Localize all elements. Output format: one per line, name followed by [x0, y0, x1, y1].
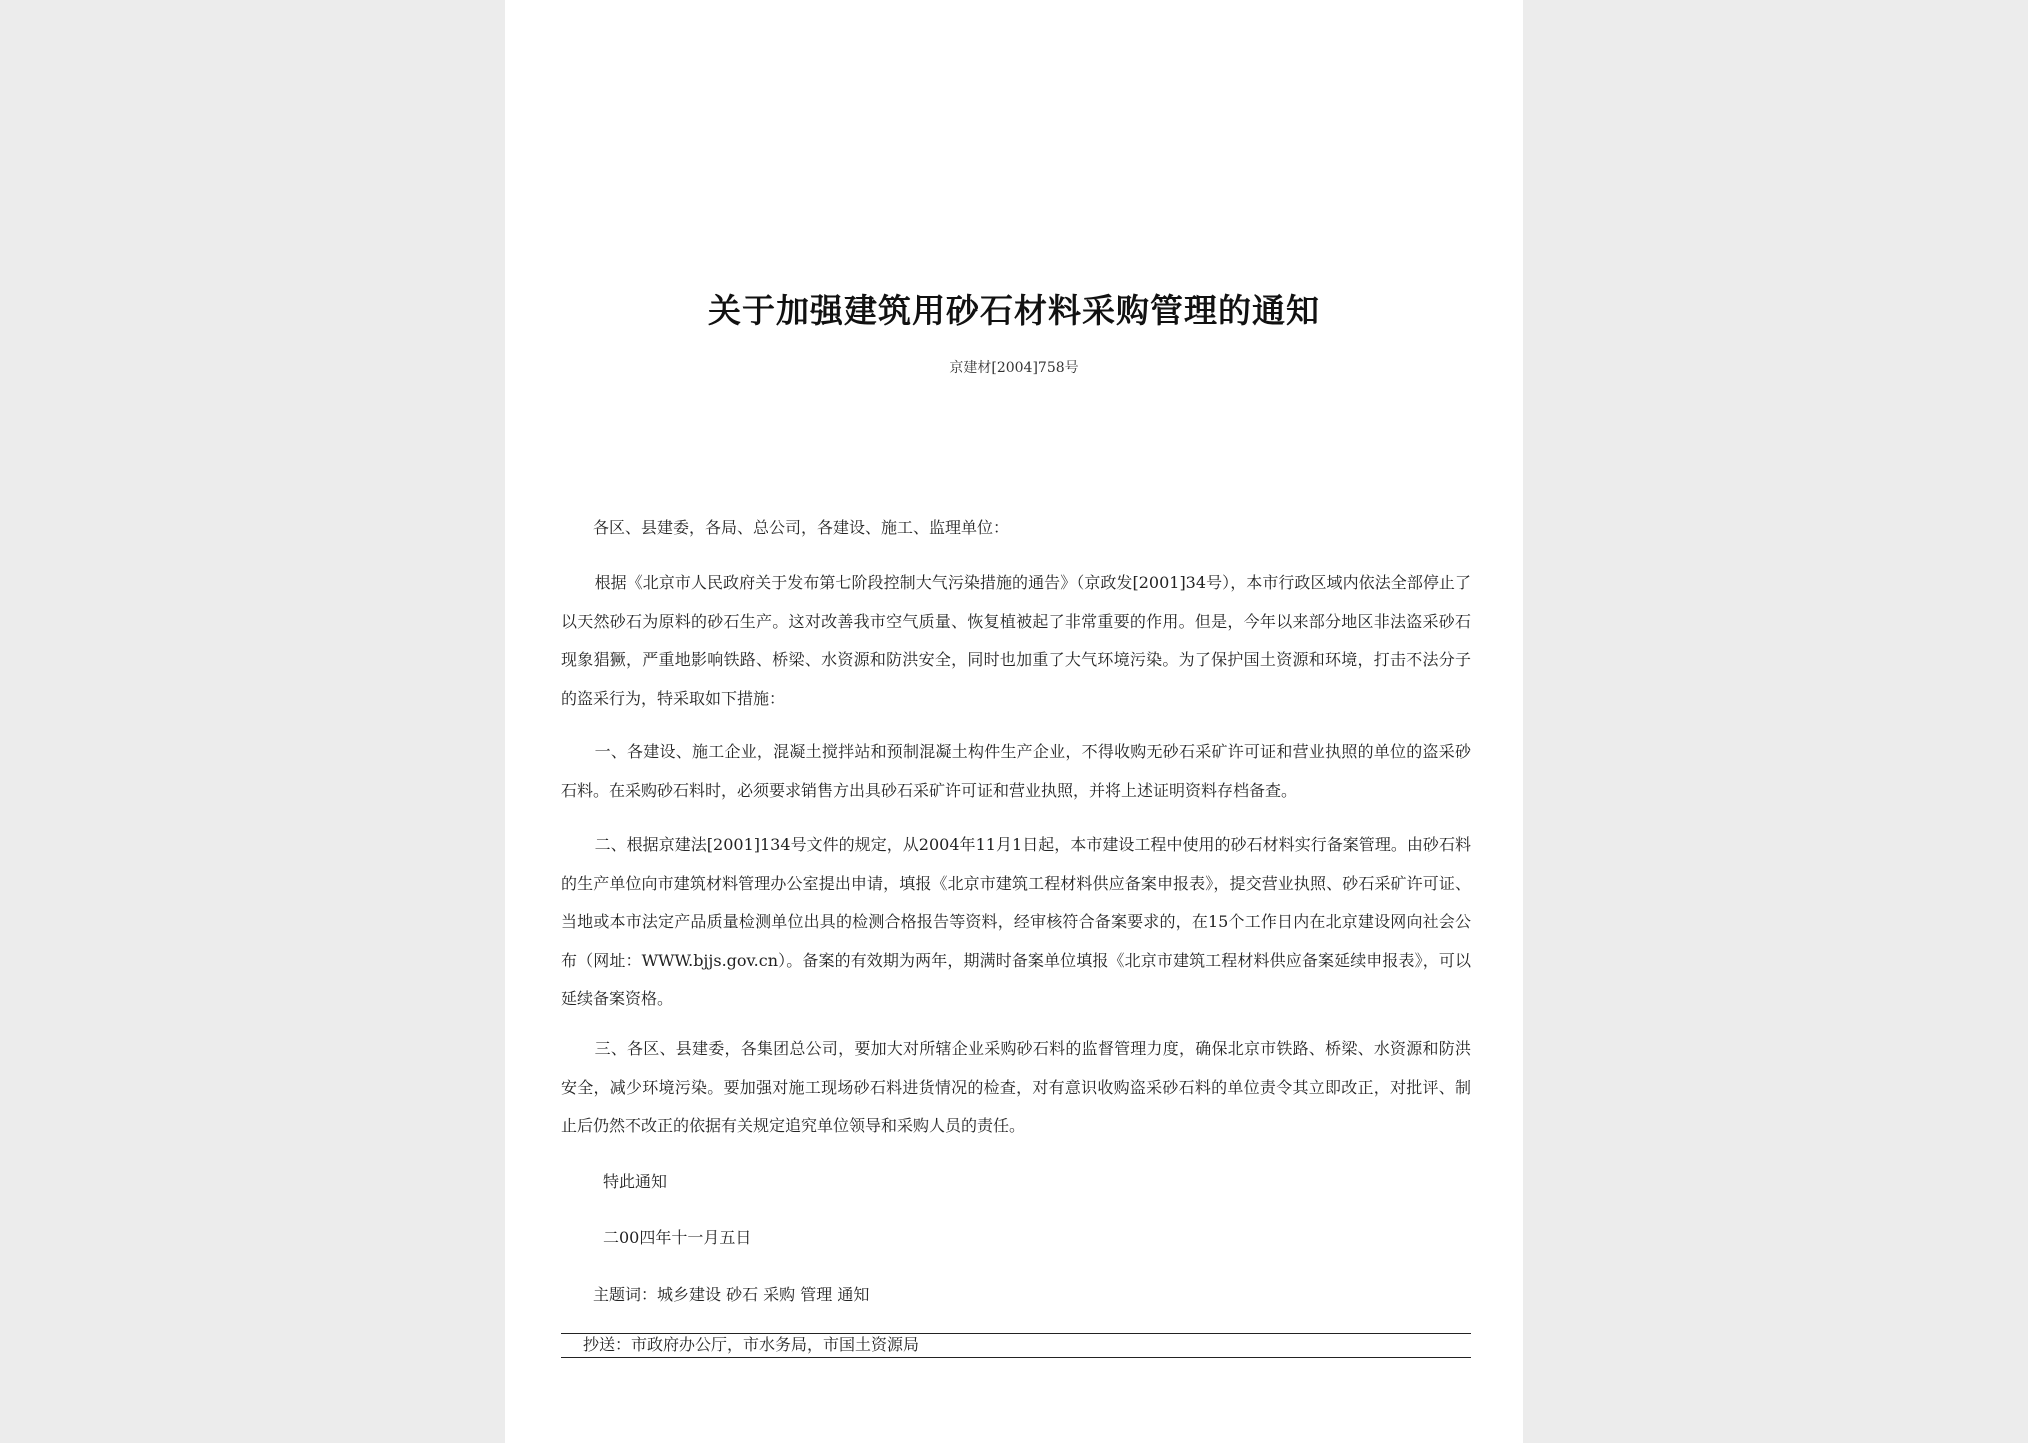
paragraph-preamble: 根据《北京市人民政府关于发布第七阶段控制大气污染措施的通告》（京政发[2001]34号），本市行政区域内依法全部停止了以天然砂石为原料的砂石生产。这对改善我市空气质量、恢复植被起了非常重要的作用。但是，今年以来部分地区非法盗采砂石现象猖獗，严重地影响铁路、桥梁、水资源和防洪安全，同时也加重了大气环境污染。为了保护国土资源和环境，打击不法分子的盗采行为，特采取如下措施：	[561, 573, 1471, 708]
paragraph-measure-three: 三、各区、县建委，各集团总公司，要加大对所辖企业采购砂石料的监督管理力度，确保北京市铁路、桥梁、水资源和防洪安全，减少环境污染。要加强对施工现场砂石料进货情况的检查，对有意识收购盗采砂石料的单位责令其立即改正，对批评、制止后仍然不改正的依据有关规定追究单位领导和采购人员的责任。	[561, 1039, 1471, 1135]
document-number: 京建材[2004]758号	[949, 360, 1079, 376]
subject-keywords: 主题词：城乡建设 砂石 采购 管理 通知	[593, 1285, 870, 1304]
document-title: 关于加强建筑用砂石材料采购管理的通知	[708, 291, 1320, 330]
paragraph-measure-one: 一、各建设、施工企业，混凝土搅拌站和预制混凝土构件生产企业，不得收购无砂石采矿许可证和营业执照的单位的盗采砂石料。在采购砂石料时，必须要求销售方出具砂石采矿许可证和营业执照，并将上述证明资料存档备查。	[561, 742, 1471, 800]
document-page	[505, 0, 1523, 1443]
issue-date: 二00四年十一月五日	[603, 1228, 752, 1247]
closing-line: 特此通知	[603, 1172, 668, 1191]
salutation: 各区、县建委，各局、总公司，各建设、施工、监理单位：	[593, 518, 1010, 537]
paragraph-measure-two: 二、根据京建法[2001]134号文件的规定，从2004年11月1日起，本市建设工程中使用的砂石材料实行备案管理。由砂石料的生产单位向市建筑材料管理办公室提出申请，填报《北京市建筑工程材料供应备案申报表》，提交营业执照、砂石采矿许可证、当地或本市法定产品质量检测单位出具的检测合格报告等资料，经审核符合备案要求的，在15个工作日内在北京建设网向社会公布（网址：WWW.bjjs.gov.cn）。备案的有效期为两年，期满时备案单位填报《北京市建筑工程材料供应备案延续申报表》，可以延续备案资格。	[561, 835, 1471, 1008]
cc-recipients: 抄送：市政府办公厅，市水务局，市国土资源局	[583, 1335, 920, 1354]
cc-divider-bottom	[561, 1357, 1471, 1358]
